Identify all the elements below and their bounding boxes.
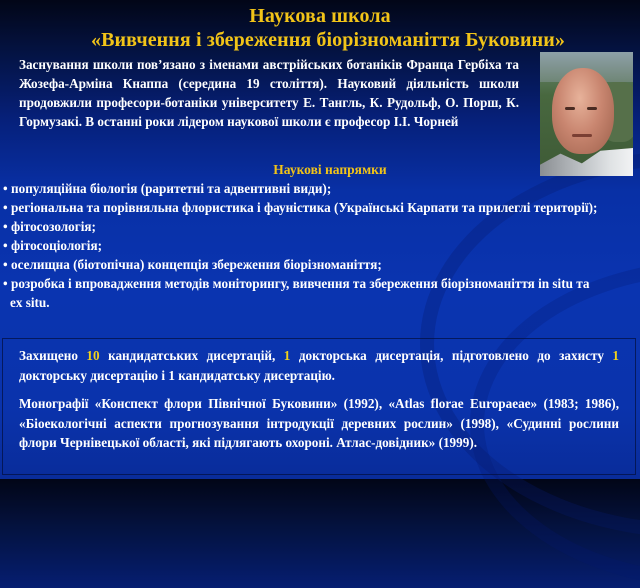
photo-eye — [565, 107, 575, 110]
achievements-text: кандидатських дисертацій, — [99, 348, 284, 363]
list-item — [2, 274, 602, 312]
photo-face — [552, 68, 614, 154]
achievements-text: докторська дисертація, підготовлено до захисту — [290, 348, 613, 363]
list-item-text: фітосозологія; — [11, 219, 96, 234]
list-item-text: популяційна біологія (раритетні та адвентивні види); — [11, 181, 332, 196]
list-item — [2, 255, 602, 274]
photo-eye — [587, 107, 597, 110]
list-item — [2, 179, 602, 198]
list-item-text: оселищна (біотопічна) концепція збереження біорізноманіття; — [11, 257, 382, 272]
slide-title: Наукова школа — [249, 5, 391, 27]
portrait-photo — [540, 52, 633, 176]
bullet-icon: • — [3, 257, 8, 272]
achievements-paragraph — [19, 346, 619, 385]
list-item-text: розробка і впровадження методів моніторингу, вивчення та збереження біорізноманіття in situ та ex situ. — [10, 276, 590, 310]
bullet-icon: • — [3, 238, 8, 253]
bullet-icon: • — [3, 181, 8, 196]
bullet-icon: • — [3, 200, 8, 215]
bullet-icon: • — [3, 276, 8, 291]
monographs-paragraph: Монографії «Конспект флори Північної Буковини» (1992), «Atlas florae Europaeae» (1983; 1986), «Біоекологічні аспекти прогнозування інтродукції деревних рослин» (1998), «Судинні рослини флори Чернівецької області, які підлягають охороні. Атлас-довідник» (1999). — [19, 396, 619, 450]
highlight-number: 1 — [612, 348, 619, 363]
achievements-text: докторську дисертацію і 1 кандидатську дисертацію. — [19, 367, 335, 383]
highlight-number: 1 — [283, 348, 291, 363]
list-item — [2, 217, 602, 236]
slide-subtitle: «Вивчення і збереження біорізноманіття Буковини» — [91, 29, 565, 51]
bullet-icon: • — [3, 219, 8, 234]
intro-paragraph: Заснування школи пов’язано з іменами австрійських ботаніків Франца Гербіха та Жозефа-Арміна Кнаппа (середина 19 століття). Науковий діяльність школи продовжили професори-ботаніки університету Е. Тангль, К. Рудольф, О. Порш, К. Гормузакі. В останні роки лідером наукової школи є професор І.І. Чорней — [19, 57, 519, 129]
directions-heading: Наукові напрямки — [273, 162, 387, 177]
list-item-text: фітосоціологія; — [11, 238, 102, 253]
achievements-text: Захищено — [19, 348, 87, 363]
list-item-text: регіональна та порівняльна флористика і фауністика (Українські Карпати та прилеглі території); — [11, 200, 598, 215]
list-item — [2, 198, 602, 217]
list-item — [2, 236, 602, 255]
highlight-number: 10 — [86, 348, 100, 363]
directions-list — [2, 179, 602, 312]
photo-mouth — [572, 134, 592, 137]
